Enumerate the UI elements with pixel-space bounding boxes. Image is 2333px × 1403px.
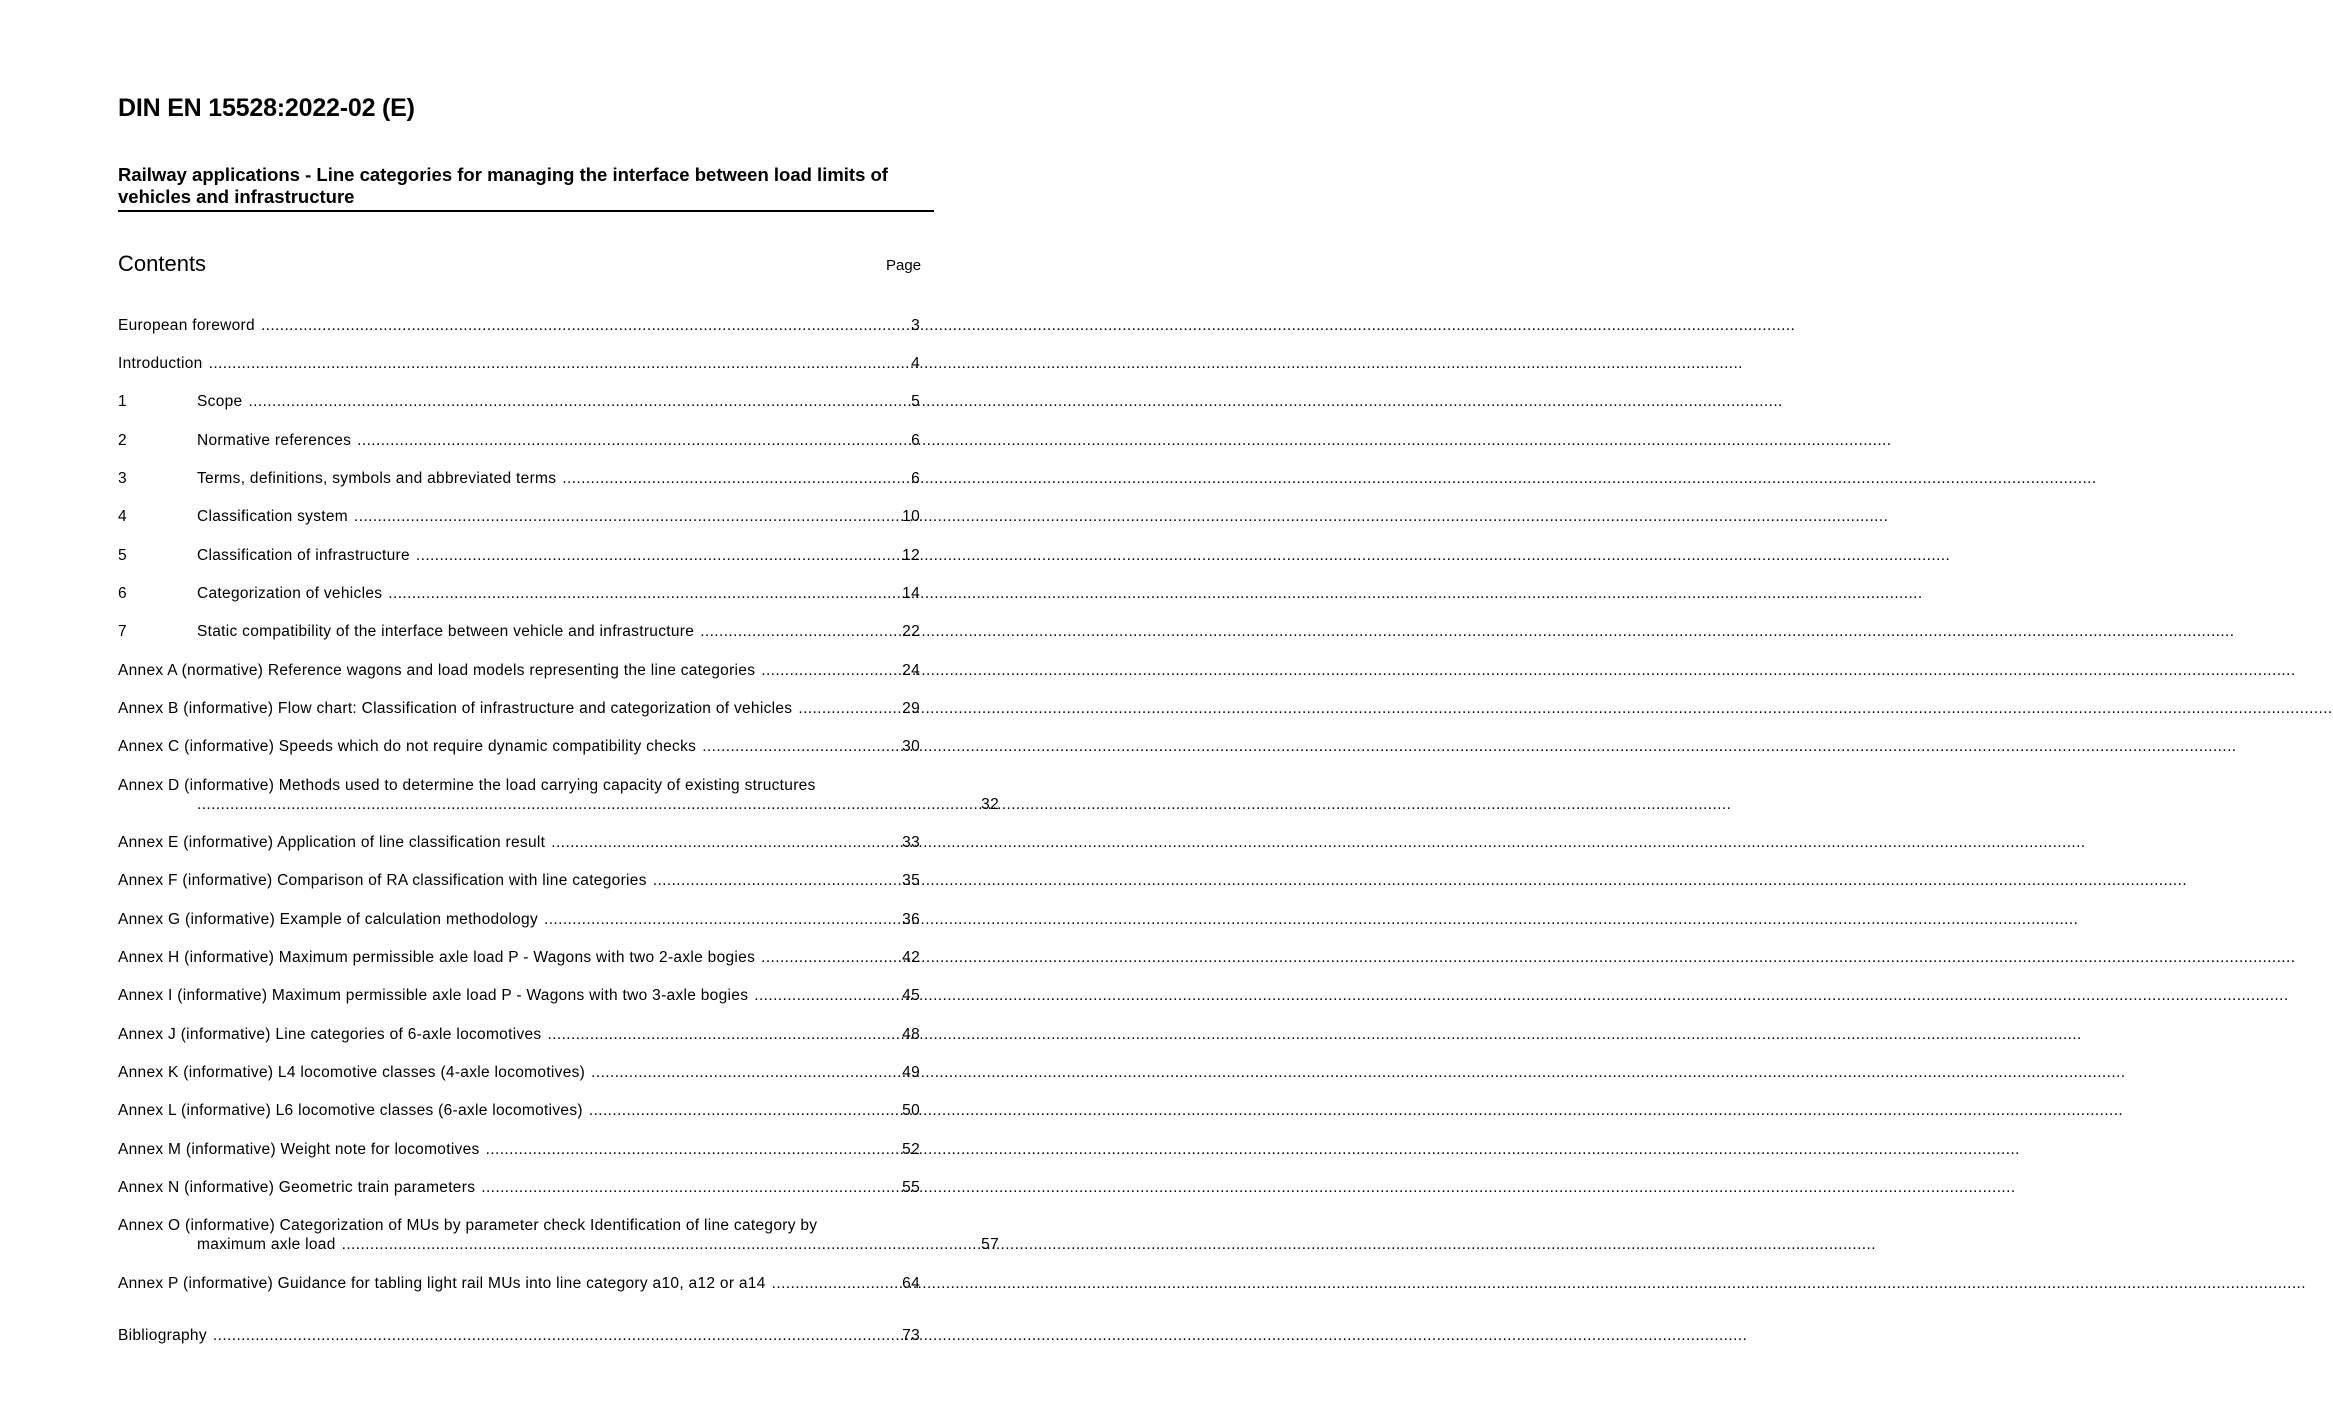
toc-label: Introduction	[118, 355, 203, 372]
toc-leader	[798, 699, 900, 718]
toc-leader	[261, 316, 909, 335]
toc-page: 48	[902, 1026, 920, 1043]
toc-entry-annex-c[interactable]	[118, 737, 920, 756]
toc-leader	[342, 1235, 980, 1254]
toc-entry-annex-m[interactable]	[118, 1140, 920, 1159]
toc-page: 32	[981, 796, 999, 813]
toc-page: 36	[902, 911, 920, 928]
toc-page: 50	[902, 1102, 920, 1119]
toc-entry-6[interactable]	[118, 584, 920, 603]
toc-leader	[591, 1063, 900, 1082]
toc-page: 52	[902, 1141, 920, 1158]
toc-entry-annex-k[interactable]	[118, 1063, 920, 1082]
toc-label-continued: maximum axle load	[197, 1236, 336, 1253]
toc-leader	[197, 795, 979, 814]
toc-page: 5	[911, 393, 920, 410]
toc-number: 6	[118, 585, 127, 602]
toc-label: Categorization of vehicles	[197, 585, 383, 602]
toc-number: 2	[118, 432, 127, 449]
toc-leader	[589, 1101, 900, 1120]
toc-page: 64	[902, 1275, 920, 1292]
toc-leader	[562, 469, 909, 488]
toc-entry-annex-j[interactable]	[118, 1025, 920, 1044]
toc-page: 49	[902, 1064, 920, 1081]
toc-page: 30	[902, 738, 920, 755]
document-title: Railway applications - Line categories for managing the interface between load limits of vehicles and infrastructure	[118, 164, 934, 212]
toc-leader	[416, 546, 900, 565]
toc-leader	[486, 1140, 901, 1159]
page-column-label: Page	[886, 257, 922, 274]
toc-leader	[544, 910, 900, 929]
toc-page: 6	[911, 432, 920, 449]
toc-leader	[653, 871, 900, 890]
document-page	[0, 0, 999, 1403]
toc-entry-4[interactable]	[118, 507, 920, 526]
toc-leader	[700, 622, 900, 641]
toc-page: 6	[911, 470, 920, 487]
toc-page: 3	[911, 317, 920, 334]
toc-label: Annex C (informative) Speeds which do not require dynamic compatibility checks	[118, 738, 697, 755]
toc-page: 14	[902, 585, 920, 602]
toc-entry-annex-b[interactable]	[118, 699, 920, 718]
toc-entry-annex-h[interactable]	[118, 948, 920, 967]
toc-entry-annex-p[interactable]	[118, 1274, 920, 1293]
toc-page: 45	[902, 987, 920, 1004]
toc-page: 55	[902, 1179, 920, 1196]
toc-label: Classification system	[197, 508, 349, 525]
toc-entry-introduction[interactable]	[118, 354, 920, 373]
toc-leader	[754, 986, 900, 1005]
toc-entry-annex-e[interactable]	[118, 833, 920, 852]
toc-page: 57	[981, 1236, 999, 1253]
toc-label: Annex K (informative) L4 locomotive classes (4-axle locomotives)	[118, 1064, 586, 1081]
document-id: DIN EN 15528:2022-02 (E)	[118, 94, 415, 122]
toc-entry-annex-l[interactable]	[118, 1101, 920, 1120]
toc-number: 1	[118, 393, 127, 410]
toc-page: 22	[902, 623, 920, 640]
toc-label: Annex F (informative) Comparison of RA classification with line categories	[118, 872, 647, 889]
toc-number: 3	[118, 470, 127, 487]
toc-label: Annex G (informative) Example of calculation methodology	[118, 911, 538, 928]
toc-entry-annex-o[interactable]	[118, 1216, 999, 1254]
toc-entry-annex-g[interactable]	[118, 910, 920, 929]
toc-page: 35	[902, 872, 920, 889]
toc-entry-annex-d[interactable]	[118, 776, 999, 814]
toc-entry-2[interactable]	[118, 431, 920, 450]
toc-leader	[354, 507, 900, 526]
toc-label: Annex H (informative) Maximum permissible axle load P - Wagons with two 2-axle bogies	[118, 949, 756, 966]
toc-page: 42	[902, 949, 920, 966]
toc-label: Annex B (informative) Flow chart: Classification of infrastructure and categorization of vehicles	[118, 700, 793, 717]
toc-label: Scope	[197, 393, 243, 410]
toc-page: 73	[902, 1327, 920, 1344]
toc-leader	[357, 431, 909, 450]
toc-entry-bibliography[interactable]	[118, 1326, 920, 1345]
toc-entry-5[interactable]	[118, 546, 920, 565]
toc-leader	[248, 392, 909, 411]
toc-label: Annex A (normative) Reference wagons and load models representing the line categories	[118, 662, 756, 679]
toc-page: 12	[902, 547, 920, 564]
toc-leader	[761, 948, 900, 967]
toc-page: 4	[911, 355, 920, 372]
toc-page: 24	[902, 662, 920, 679]
toc-label: Terms, definitions, symbols and abbreviated terms	[197, 470, 557, 487]
toc-entry-annex-n[interactable]	[118, 1178, 920, 1197]
toc-label: Static compatibility of the interface between vehicle and infrastructure	[197, 623, 695, 640]
toc-number: 5	[118, 547, 127, 564]
toc-entry-7[interactable]	[118, 622, 920, 641]
toc-label: Annex J (informative) Line categories of 6-axle locomotives	[118, 1026, 542, 1043]
toc-leader	[547, 1025, 900, 1044]
toc-entry-annex-a[interactable]	[118, 661, 920, 680]
toc-label: Annex O (informative) Categorization of MUs by parameter check Identification of line category by	[118, 1217, 818, 1234]
toc-leader	[213, 1326, 900, 1345]
toc-entry-3[interactable]	[118, 469, 920, 488]
toc-label: Annex L (informative) L6 locomotive classes (6-axle locomotives)	[118, 1102, 583, 1119]
toc-number: 4	[118, 508, 127, 525]
toc-label: Annex N (informative) Geometric train parameters	[118, 1179, 476, 1196]
toc-label: Annex E (informative) Application of line classification result	[118, 834, 546, 851]
toc-entry-european-foreword[interactable]	[118, 316, 920, 335]
toc-leader	[702, 737, 900, 756]
toc-leader	[388, 584, 900, 603]
contents-heading: Contents	[118, 251, 207, 276]
toc-page: 29	[902, 700, 920, 717]
toc-number: 7	[118, 623, 127, 640]
toc-label: Bibliography	[118, 1327, 207, 1344]
toc-label: Annex P (informative) Guidance for tabling light rail MUs into line category a10, a12 or a14	[118, 1275, 766, 1292]
toc-entry-1[interactable]	[118, 392, 920, 411]
toc-leader	[551, 833, 900, 852]
toc-page: 10	[902, 508, 920, 525]
toc-label: Classification of infrastructure	[197, 547, 410, 564]
toc-page: 33	[902, 834, 920, 851]
toc-leader	[209, 354, 909, 373]
toc-leader	[772, 1274, 901, 1293]
toc-entry-annex-f[interactable]	[118, 871, 920, 890]
toc-label: European foreword	[118, 317, 255, 334]
toc-label: Normative references	[197, 432, 352, 449]
toc-entry-annex-i[interactable]	[118, 986, 920, 1005]
toc-leader	[761, 661, 900, 680]
toc-label: Annex D (informative) Methods used to determine the load carrying capacity of existing structures	[118, 777, 816, 794]
toc-label: Annex I (informative) Maximum permissible axle load P - Wagons with two 3-axle bogies	[118, 987, 749, 1004]
toc-label: Annex M (informative) Weight note for locomotives	[118, 1141, 480, 1158]
toc-leader	[481, 1178, 900, 1197]
